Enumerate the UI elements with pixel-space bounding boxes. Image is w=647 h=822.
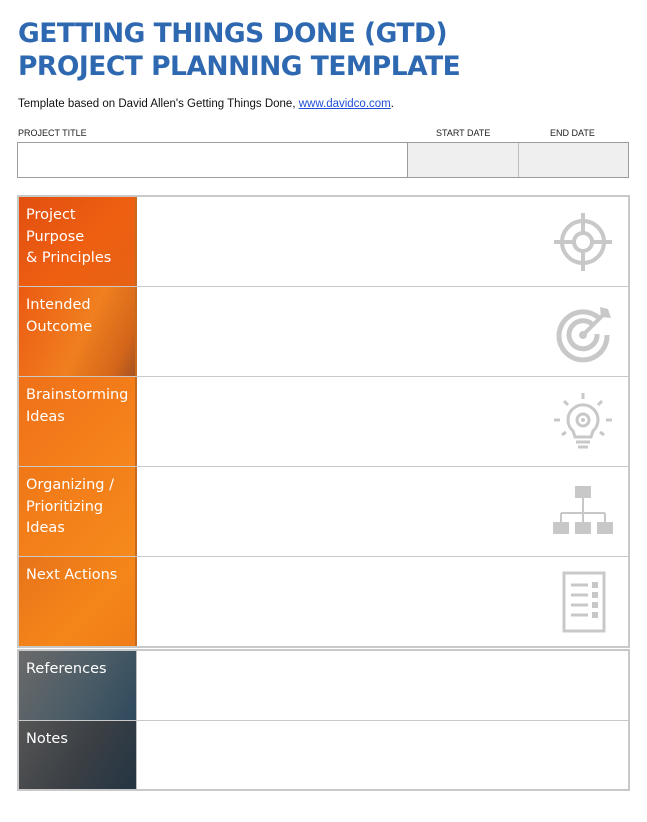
section-area-outcome[interactable] [137, 287, 628, 376]
end-date-label: END DATE [550, 128, 595, 138]
bullseye-arrow-icon [552, 301, 614, 363]
section-label-notes: Notes [19, 721, 137, 789]
subtitle-suffix: . [390, 98, 394, 110]
lightbulb-gear-icon [552, 391, 614, 453]
section-row-references [19, 651, 628, 721]
title-line-2: PROJECT PLANNING TEMPLATE [18, 51, 461, 82]
subtitle-text: Template based on David Allen's Getting Things Done, [18, 98, 299, 110]
section-row-purpose [19, 197, 628, 287]
subtitle [18, 98, 394, 110]
title-line-1: GETTING THINGS DONE (GTD) [18, 18, 448, 49]
section-area-organizing[interactable] [137, 467, 628, 556]
checklist-icon [552, 571, 614, 633]
section-row-brainstorming [19, 377, 628, 467]
start-date-field[interactable] [408, 143, 519, 177]
section-row-next-actions [19, 557, 628, 646]
reference-sections [17, 649, 630, 791]
page-title [18, 17, 460, 83]
project-info-row [17, 142, 629, 178]
section-label-next-actions: Next Actions [19, 557, 137, 646]
crosshair-target-icon [552, 211, 614, 273]
section-row-organizing [19, 467, 628, 557]
section-area-references[interactable] [137, 651, 628, 720]
section-row-outcome [19, 287, 628, 377]
section-label-purpose: Project Purpose & Principles [19, 197, 137, 286]
section-area-next-actions[interactable] [137, 557, 628, 646]
end-date-field[interactable] [519, 143, 628, 177]
section-area-notes[interactable] [137, 721, 628, 789]
project-title-label: PROJECT TITLE [18, 128, 87, 138]
start-date-label: START DATE [436, 128, 491, 138]
section-area-brainstorming[interactable] [137, 377, 628, 466]
planning-sections [17, 195, 630, 648]
org-chart-icon [552, 481, 614, 543]
section-label-references: References [19, 651, 137, 720]
section-label-outcome: Intended Outcome [19, 287, 137, 376]
project-title-field[interactable] [18, 143, 408, 177]
section-label-brainstorming: Brainstorming Ideas [19, 377, 137, 466]
section-label-organizing: Organizing / Prioritizing Ideas [19, 467, 137, 556]
davidco-link[interactable]: www.davidco.com [298, 98, 391, 110]
section-row-notes [19, 721, 628, 789]
section-area-purpose[interactable] [137, 197, 628, 286]
